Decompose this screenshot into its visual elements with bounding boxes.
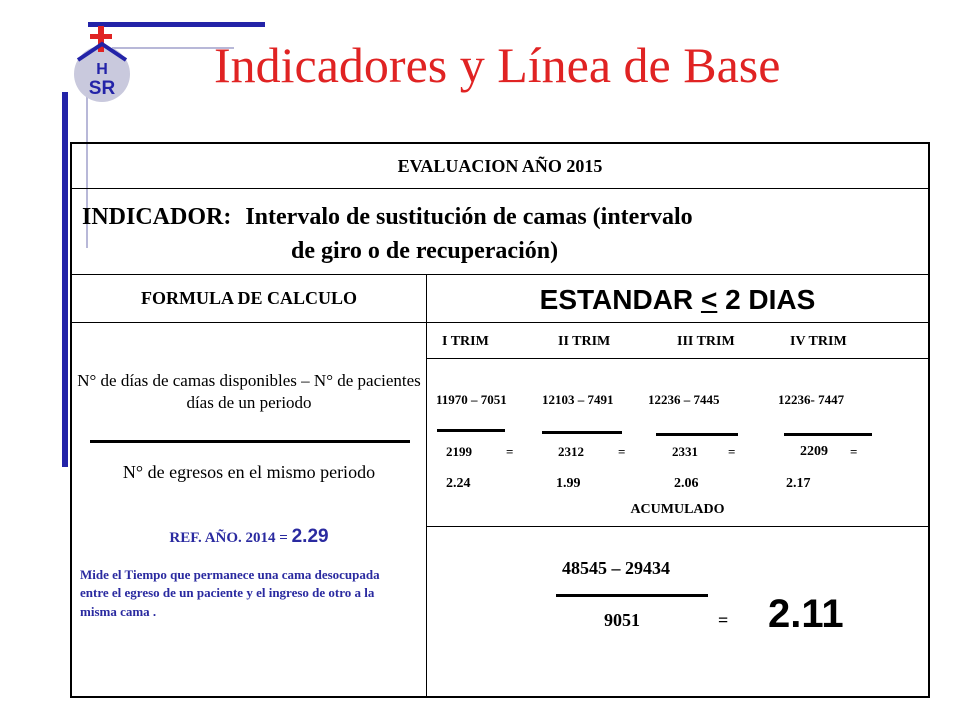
quarter-result-2: 1.99 [556, 476, 581, 491]
quarter-result-4: 2.17 [786, 476, 811, 491]
quarter-result-1: 2.24 [446, 476, 471, 491]
decorative-left-line [62, 92, 68, 467]
quarter-equals-4: = [850, 444, 858, 459]
formula-header: FORMULA DE CALCULO [140, 288, 357, 308]
logo-letters-sr: SR [88, 78, 116, 99]
indicator-table [70, 142, 930, 698]
table-divider [427, 358, 928, 359]
quarter-equals-3: = [728, 444, 736, 459]
quarter-numerator-2: 12103 – 7491 [542, 392, 614, 407]
formula-denominator: N° de egresos en el mismo periodo [122, 462, 376, 482]
accumulated-result: 2.11 [768, 592, 844, 636]
quarter-fraction-bar-4 [784, 433, 872, 436]
standard-prefix: ESTANDAR [539, 284, 701, 315]
quarter-denominator-1: 2199 [446, 444, 472, 459]
quarter-denominator-3: 2331 [672, 444, 698, 459]
standard-suffix: 2 DIAS [717, 284, 816, 315]
quarter-equals-1: = [506, 444, 514, 459]
table-column-divider [426, 274, 427, 698]
indicator-line-1 [82, 204, 693, 231]
quarter-numerator-3: 12236 – 7445 [648, 392, 720, 407]
quarter-fraction-bar-3 [656, 433, 738, 436]
table-divider [72, 322, 928, 323]
indicator-text-2: de giro o de recuperación) [291, 238, 559, 264]
hospital-logo [62, 22, 142, 102]
quarter-result-3: 2.06 [674, 476, 699, 491]
quarter-label-3: III TRIM [677, 334, 735, 349]
accumulated-fraction-bar [556, 594, 708, 597]
reference-value [72, 526, 426, 548]
quarter-denominator-2: 2312 [558, 444, 584, 459]
reference-label: REF. AÑO. 2014 = [169, 530, 292, 546]
accumulated-denominator: 9051 [604, 610, 640, 630]
quarter-numerator-1: 11970 – 7051 [436, 392, 507, 407]
page-title: Indicadores y Línea de Base [214, 37, 781, 93]
quarter-equals-2: = [618, 444, 626, 459]
accumulated-header: ACUMULADO [630, 502, 725, 517]
standard-header [427, 284, 928, 316]
accumulated-numerator: 48545 – 29434 [562, 558, 670, 578]
quarter-label-1: I TRIM [442, 334, 489, 349]
formula-numerator: N° de días de camas disponibles – N° de pacientes días de un periodo [77, 371, 421, 412]
indicator-description: Mide el Tiempo que permanece una cama desocupada entre el egreso de un paciente y el ingreso de otro a la misma cama . [80, 567, 380, 619]
accumulated-equals: = [718, 610, 729, 630]
indicator-text-1: Intervalo de sustitución de camas (intervalo [245, 204, 693, 230]
quarter-fraction-bar-2 [542, 431, 622, 434]
quarter-fraction-bar-1 [437, 429, 505, 432]
quarter-label-4: IV TRIM [790, 334, 847, 349]
logo-letter-h: H [96, 61, 108, 78]
table-divider [72, 274, 928, 275]
quarter-label-2: II TRIM [558, 334, 611, 349]
quarter-numerator-4: 12236- 7447 [778, 392, 845, 407]
table-divider [427, 526, 928, 527]
formula-fraction-bar [90, 440, 410, 443]
table-divider [72, 188, 928, 189]
standard-symbol: < [700, 284, 718, 315]
quarter-denominator-4: 2209 [800, 444, 828, 459]
indicator-label: INDICADOR: [82, 204, 232, 230]
reference-number: 2.29 [291, 526, 329, 547]
evaluation-year: EVALUACION AÑO 2015 [397, 156, 603, 176]
